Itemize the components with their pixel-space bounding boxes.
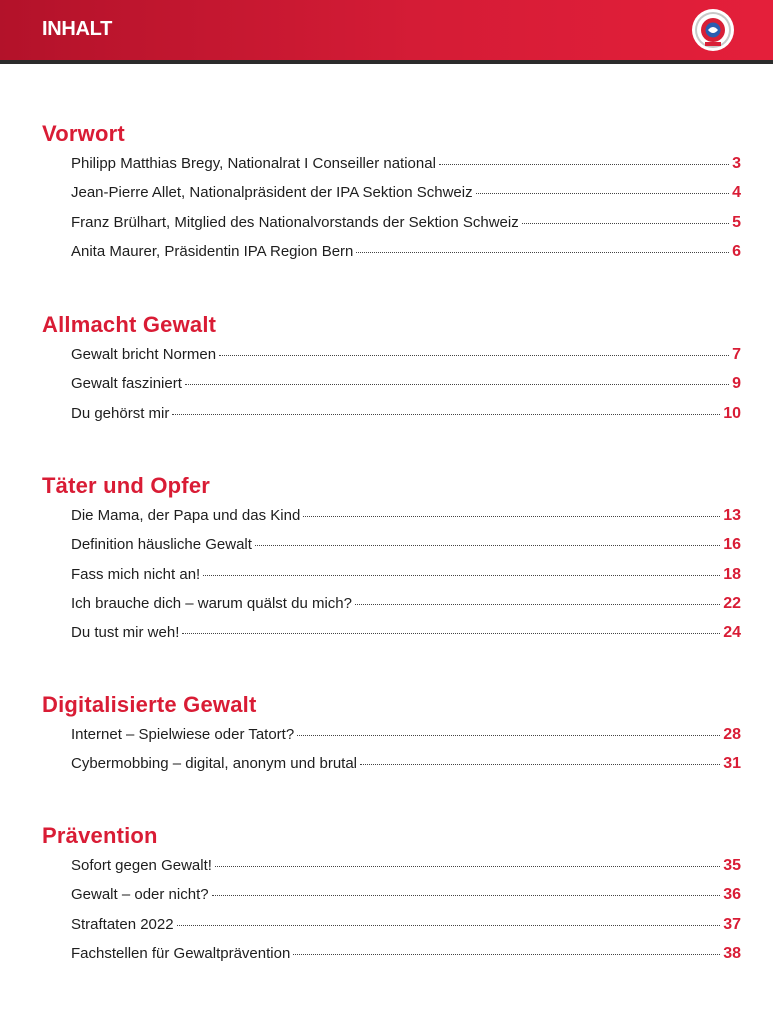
dot-leader: [182, 633, 720, 634]
toc-entry[interactable]: [71, 155, 741, 184]
page-number: 10: [723, 404, 741, 422]
entry-title: Sofort gegen Gewalt!: [71, 857, 212, 874]
dot-leader: [439, 164, 729, 165]
section-title: Digitalisierte Gewalt: [42, 692, 257, 717]
page-number: 9: [732, 375, 741, 393]
toc-entry[interactable]: [71, 755, 741, 784]
dot-leader: [476, 193, 729, 194]
page-number: 36: [723, 886, 741, 904]
toc-entry[interactable]: [71, 916, 741, 945]
page-header: [0, 0, 773, 60]
entry-title: Internet – Spielwiese oder Tatort?: [71, 726, 295, 743]
page-number: 35: [723, 857, 741, 874]
entry-title: Fass mich nicht an!: [71, 565, 201, 583]
entry-title: Philipp Matthias Bregy, Nationalrat I Conseiller national: [71, 155, 436, 172]
page-number: 7: [732, 346, 741, 363]
section-title: Täter und Opfer: [42, 473, 211, 498]
dot-leader: [360, 764, 720, 765]
toc-entry[interactable]: [71, 595, 741, 624]
dot-leader: [212, 895, 721, 896]
section-title: Prävention: [42, 823, 158, 848]
entry-title: Ich brauche dich – warum quälst du mich?: [71, 594, 352, 612]
page-number: 3: [732, 155, 741, 172]
page-number: 37: [723, 915, 741, 933]
toc-entry[interactable]: [71, 945, 741, 974]
toc-entry[interactable]: [71, 624, 741, 653]
dot-leader: [219, 355, 729, 356]
page-number: 18: [723, 565, 741, 583]
toc-entry[interactable]: [71, 857, 741, 886]
entry-title: Gewalt bricht Normen: [71, 346, 217, 363]
dot-leader: [215, 866, 720, 867]
header-rule: [0, 60, 773, 64]
dot-leader: [255, 545, 720, 546]
ipa-emblem-icon: [691, 8, 735, 52]
entry-title: Definition häusliche Gewalt: [71, 536, 252, 554]
toc-entry[interactable]: [71, 886, 741, 915]
header-title: INHALT: [42, 18, 113, 40]
page-number: 22: [723, 594, 741, 612]
dot-leader: [203, 575, 720, 576]
entry-title: Straftaten 2022: [71, 915, 174, 933]
page-number: 13: [723, 507, 741, 524]
page-number: 38: [723, 944, 741, 962]
dot-leader: [355, 604, 720, 605]
dot-leader: [177, 925, 721, 926]
entry-title: Cybermobbing – digital, anonym und brutal: [71, 755, 358, 773]
dot-leader: [297, 735, 720, 736]
toc-entry[interactable]: [71, 243, 741, 272]
toc-entry[interactable]: [71, 184, 741, 213]
toc-entry[interactable]: [71, 507, 741, 536]
page-number: 24: [723, 624, 741, 642]
toc-entry[interactable]: [71, 566, 741, 595]
dot-leader: [522, 223, 729, 224]
entry-title: Du gehörst mir: [71, 404, 170, 422]
page-number: 6: [732, 242, 741, 260]
page-number: 16: [723, 536, 741, 554]
toc-entry[interactable]: [71, 536, 741, 565]
entry-title: Gewalt – oder nicht?: [71, 886, 209, 904]
dot-leader: [185, 384, 729, 385]
toc-entry[interactable]: [71, 214, 741, 243]
entry-title: Fachstellen für Gewaltprävention: [71, 944, 291, 962]
entry-title: Anita Maurer, Präsidentin IPA Region Bern: [71, 242, 354, 260]
toc-entry[interactable]: [71, 375, 741, 404]
toc-entry[interactable]: [71, 726, 741, 755]
page-number: 4: [732, 184, 741, 202]
toc-entry[interactable]: [71, 405, 741, 434]
section-title: Vorwort: [42, 121, 125, 146]
page-number: 28: [723, 726, 741, 743]
dot-leader: [293, 954, 720, 955]
section-title: Allmacht Gewalt: [42, 312, 217, 337]
entry-title: Die Mama, der Papa und das Kind: [71, 507, 301, 524]
entry-title: Du tust mir weh!: [71, 624, 180, 642]
dot-leader: [172, 414, 720, 415]
page-number: 5: [732, 213, 741, 231]
toc-entry[interactable]: [71, 346, 741, 375]
entry-title: Jean-Pierre Allet, Nationalpräsident der IPA Sektion Schweiz: [71, 184, 473, 202]
entry-title: Gewalt fasziniert: [71, 375, 182, 393]
page-number: 31: [723, 755, 741, 773]
entry-title: Franz Brülhart, Mitglied des Nationalvorstands der Sektion Schweiz: [71, 213, 519, 231]
dot-leader: [303, 516, 720, 517]
dot-leader: [356, 252, 729, 253]
